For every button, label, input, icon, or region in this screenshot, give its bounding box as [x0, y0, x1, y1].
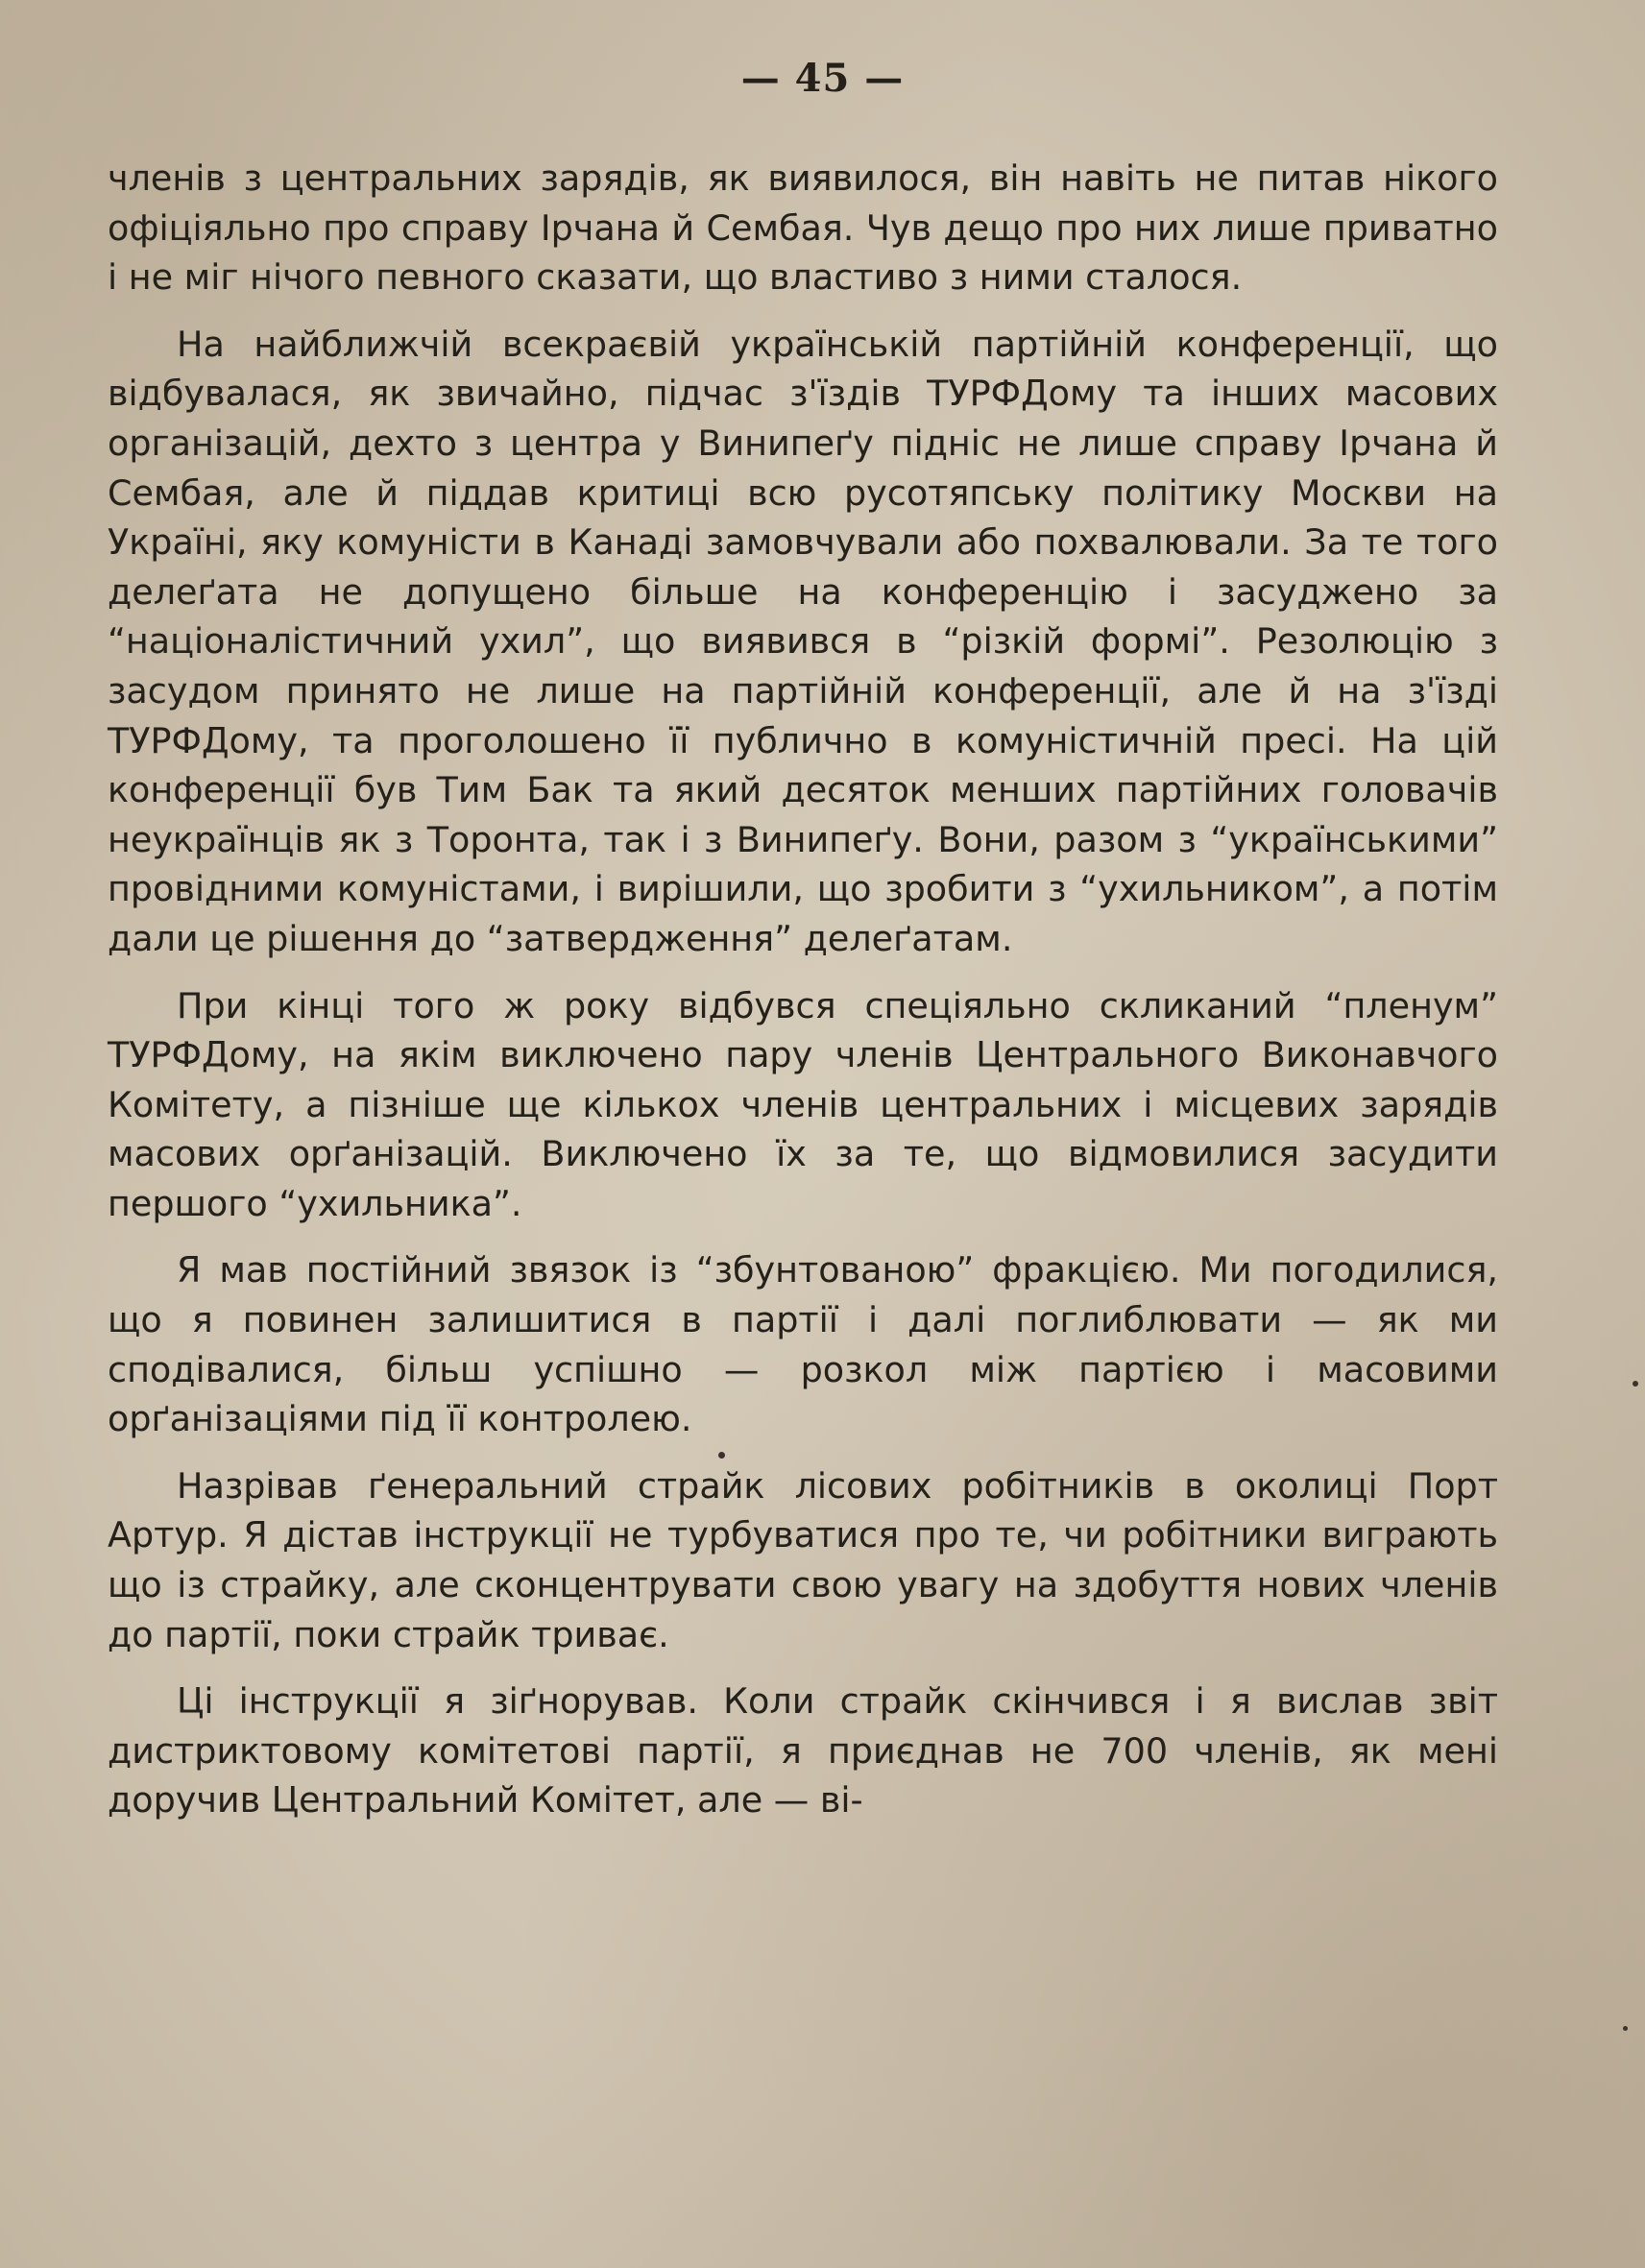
- page-number: — 45 —: [740, 56, 905, 101]
- paragraph-2: На найближчій всекраєвій українській партійній конференції, що відбувалася, як звичайно, підчас з'їздів ТУРФДому та інших масових організацій, дехто з центра у Винипеґу підніс не лише справу Ірчана й Сембая, але й піддав критиці всю русотяпську політику Москви на Україні, яку комуністи в Канаді замовчували або похвалювали. За те того делеґата не допущено більше на конференцію і засуджено за “націоналістичний ухил”, що виявився в “різкій формі”. Резолюцію з засудом принято не лише на партійній конференції, але й на з'їзді ТУРФДому, та проголошено її публично в комуністичній пресі. На цій конференції був Тим Бак та який десяток менших партійних головачів неукраїнців як з Торонта, так і з Винипеґу. Вони, разом з “українськими” провідними комуністами, і вирішили, що зробити з “ухильником”, а потім дали це рішення до “затвердження” делеґатам.: [108, 323, 1498, 959]
- page-body: [108, 154, 1498, 1843]
- paragraph-5: Назрівав ґенеральний страйк лісових робітників в околиці Порт Артур. Я дістав інструкції не турбуватися про те, чи робітники виграють що із страйку, але сконцентрувати свою увагу на здобуття нових членів до партії, поки страйк триває.: [108, 1464, 1498, 1655]
- paragraph-3: При кінці того ж року відбувся спеціяльно скликаний “пленум” ТУРФДому, на якім виключено пару членів Центрального Виконавчого Комітету, а пізніше ще кількох членів центральних і місцевих зарядів масових орґанізацій. Виключено їх за те, що відмовилися засудити першого “ухильника”.: [108, 984, 1498, 1224]
- paragraph-4: Я мав постійний звязок із “збунтованою” фракцією. Ми погодилися, що я повинен залишитися в партії і далі поглиблювати — як ми сподівалися, більш успішно — розкол між партією і масовими орґанізаціями під її контролею.: [108, 1249, 1498, 1440]
- paragraph-6: Ці інструкції я зіґнорував. Коли страйк скінчився і я вислав звіт дистриктовому комітетові партії, я приєднав не 700 членів, як мені доручив Центральний Комітет, але — ві-: [108, 1680, 1498, 1822]
- ink-speck: [718, 1452, 725, 1459]
- ink-speck: [1623, 2026, 1628, 2031]
- ink-speck: [1633, 1381, 1638, 1387]
- paragraph-1: членів з центральних зарядів, як виявилося, він навіть не питав нікого офіціяльно про справу Ірчана й Сембая. Чув дещо про них лише приватно і не міг нічого певного сказати, що властиво з ними сталося.: [108, 157, 1498, 299]
